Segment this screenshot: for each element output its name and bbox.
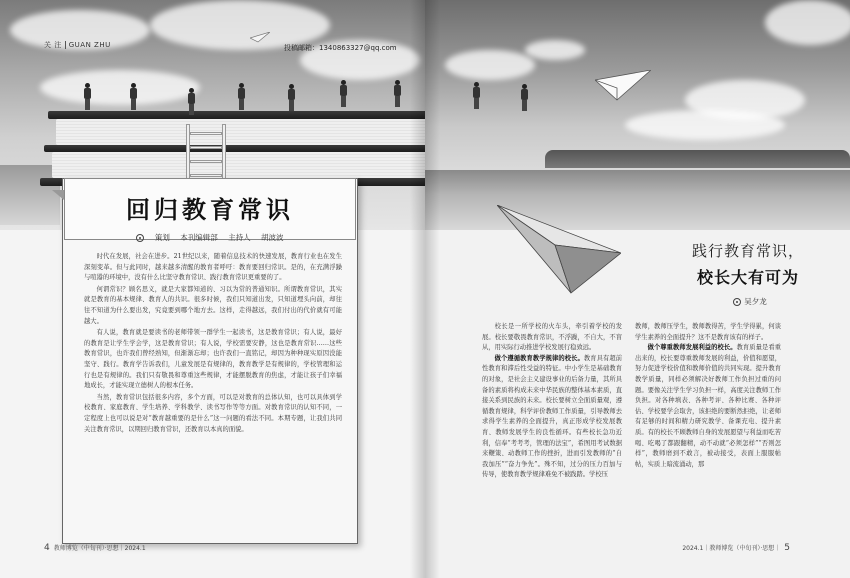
article-column-1: [482, 322, 622, 481]
article-author: 吴夕龙: [650, 296, 850, 307]
tree-line: [545, 150, 850, 168]
paragraph: 有人说，教育就是要读书的老师带领一群学生一起读书，这是教育常识；有人说，最好的教育是让学生学会学，这是教育常识；有人说，学校需要安静，这也是教育常识……这些教育常识，也许我们曾经熟知，但渐渐忘却；也许我们一直铭记，却因为种种现实原因没能坚守、践行。教育学告诉我们，儿童发展是有规律的，教育教学是有规律的，学校管理和运行也是有规律的。我们只有敬畏和尊重这些规律，才能摆脱教育的焦虑，才能让孩子们幸福地成长，才能实现立德树人的根本任务。: [84, 329, 342, 390]
paper-plane-large-icon: [497, 205, 621, 295]
paragraph: 当然，教育常识包括很多内容，多个方面，可以是对教育的总体认知，也可以具体到学校教育、家庭教育、学生培养、学科教学、读书写作等等方面。对教育常识的认知不同，一定程度上也可以说是对“教育越重要的是什么”这一问题的看法不同。本期专题，让我们共同关注教育常识，以期回归教育常识，还教育以本真的面貌。: [84, 393, 342, 433]
page-number: 4: [44, 543, 50, 553]
feature-body: [84, 252, 342, 436]
page-number: 5: [784, 543, 790, 553]
folio-left: 4 教师博览（中旬刊）·思想｜2024.1: [44, 543, 146, 553]
paragraph: 时代在发展，社会在进步。21世纪以来，随着信息技术的快速发展，教育行业也在发生深刻变革。但与此同时，越来越多清醒的教育者呼吁：教育要回归常识。是的，在充满浮躁与喧嚣的环境中，没有什么比坚守教育常识、践行教育常识更重要的了。: [84, 253, 342, 282]
bullet-circle-icon: [136, 234, 144, 242]
book-pages-2: [52, 152, 425, 178]
subheading: 做个遵循教育教学规律的校长。: [494, 354, 584, 362]
right-page: [425, 0, 850, 578]
article-title-line2: 校长大有可为: [696, 268, 799, 287]
paragraph: 做个遵循教育教学规律的校长。教育具有超前性教育和滞后性受益的特征。中小学生是基础教育的对象，是社会主义建设事业的后备力量，其所具备的素质将构成未来中华民族的整体基本素质，直接关系到民族的未来。校长要树立全面质量观，遵循教育规律，科学评价教师工作质量，引导教师去求得学生素养的全面提升，真正形成学校发展教育、教师发展学生的良性循环。有些校长急功近利，信奉“考考考，管理的法宝”，希图用考试数据来鞭策、动教师工作的挫折，进而引发教师的“自我加压”“奋力争先”。殊不知，过分的压力百加与传导，使教育教学规律难免不被践踏。学校压: [482, 354, 623, 479]
book-pages: [56, 119, 425, 145]
subheading: 做个尊重教师发展利益的校长。: [647, 344, 737, 352]
section-tag: 关 注 GUAN ZHU: [44, 41, 111, 49]
article-title: [643, 240, 850, 288]
ribbon-fold: [52, 190, 64, 200]
submission-email: 投稿邮箱：1340863327@qq.com: [284, 44, 397, 52]
feature-credits: 策划 本刊编辑部 主持人 胡波波: [64, 232, 356, 243]
bullet-circle-icon: [733, 298, 741, 306]
article-column-2: [635, 322, 781, 470]
article-title-line1: 践行教育常识，: [691, 242, 804, 260]
paper-plane-small-icon: [250, 32, 270, 46]
paragraph: 校长是一所学校的火车头，牵引着学校的发展。校长要敬畏教育常识，不浮躁，不自大，不盲从，用实际行动推进学校发展行稳致远。: [482, 323, 622, 352]
paragraph: 教师，教师压学生，教师教得苦，学生学得累，何谈学生素养的全面提升？这不是教育该有的样子。: [635, 323, 781, 341]
paragraph: 何谓常识？顾名思义，就是大家都知道的、习以为常的普通知识。所谓教育常识，其实就是教育的基本规律、教育人的共识。很多时候，我们只知道出发，只知道埋头向前，却往往不知道为什么要出发，究竟要到哪个地方去。这样，走得越远，我们付出的代价就有可能越大。: [84, 285, 342, 325]
sea-photo: [0, 165, 60, 225]
paragraph: 做个尊重教师发展利益的校长。教育质量是看重出来的，校长要尊重教师发展的利益，价值和愿望，努力促进学校价值和教师价值的共同实现。提升教育教学质量，同样必须解决好教师工作负担过重的问题。要像关注学生学习负担一样，高度关注教师工作负担。对各种填表、各种考评、各种比赛、各种评估、学校要学会取舍，该拒绝的要断然拒绝，让老师有足够的时间和精力研究教学、备课充电、提升素质。有的校长不顾教师自身的发展愿望与利益而吃苦喝、吃喝了都跟翻精，动不动就“必须怎样”“否则怎样”，教师磨到不敢言，被动接受，表面上服服帖帖，实质上暗流涌动，那: [635, 344, 782, 468]
spine-shadow: [410, 0, 440, 578]
book-middle-cover: [44, 145, 425, 152]
feature-title: 回归教育常识: [126, 196, 294, 224]
book-top-cover: [48, 111, 425, 119]
paper-plane-icon: [595, 70, 651, 104]
ladder-illustration: [186, 124, 226, 186]
field-photo: [425, 170, 850, 230]
folio-right: 2024.1｜教师博览（中旬刊）·思想｜ 5: [682, 543, 790, 553]
